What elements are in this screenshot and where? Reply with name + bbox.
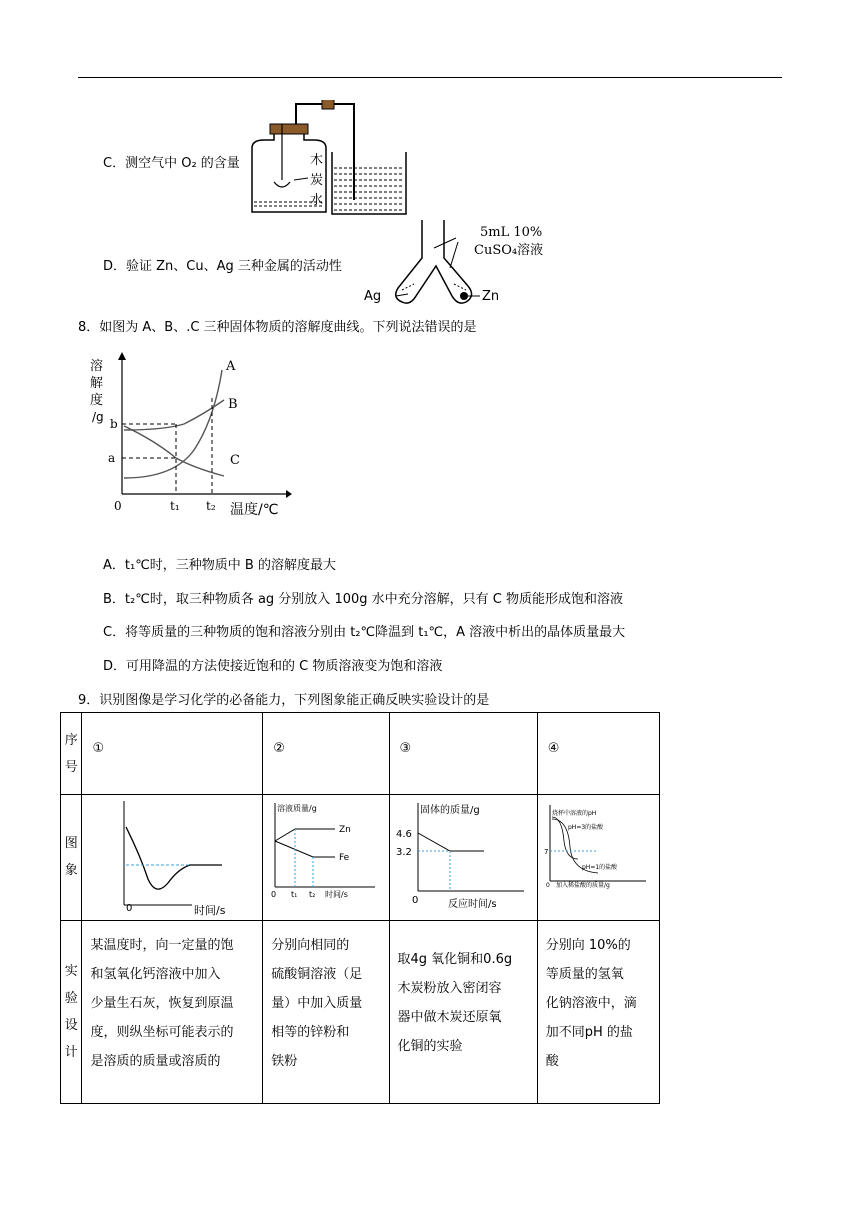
g3-x-label: 反应时间/s [447,899,497,910]
g1-x-label: 时间/s [194,904,226,916]
header-design: 实 验 设 计 [61,921,82,1104]
q8-option-b: B．t₂℃时，取三种物质各 ag 分别放入 100g 水中充分溶解，只有 C 物质能形成饱和溶液 [103,592,623,607]
label-wood: 木 [310,153,324,168]
col2-num: ② [263,713,389,795]
g2-t1: t₁ [291,890,298,899]
y-label-1: 溶 [90,359,104,374]
tick-t1: t₁ [170,499,180,513]
q8-option-a: A．t₁℃时，三种物质中 B 的溶解度最大 [103,558,336,573]
g2-t2: t₂ [309,890,316,899]
g4-x-label: 加入稀盐酸的质量/g [555,882,610,889]
y-label-3: 度 [90,393,104,408]
graph-3 [390,795,534,916]
graph-2 [263,795,385,916]
graph-4 [538,795,656,916]
graph-1 [82,795,258,916]
col4-design: 分别向 10%的 等质量的氢氧 化钠溶液中，滴 加不同pH 的盐 酸 [537,921,659,1104]
q8-option-c: C．将等质量的三种物质的饱和溶液分别由 t₂℃降温到 t₁℃，A 溶液中析出的晶体质量最大 [103,625,626,640]
g2-x-label: 时间/s [325,890,349,899]
label-charcoal: 炭 [310,173,324,188]
col4-graph [537,795,659,921]
label-water: 水 [310,193,324,208]
q7-option-d: D．验证 Zn、Cu、Ag 三种金属的活动性 [103,259,342,274]
y-label-2: 解 [90,376,104,391]
g4-series-ph1: pH=1的盐酸 [581,864,617,871]
g4-y-label: 烧杯中溶液的pH [551,810,597,817]
metal-activity-apparatus [362,218,552,308]
g3-tick-46: 4.6 [395,829,412,840]
label-zn: Zn [482,289,500,304]
g2-y-label: 溶液质量/g [277,804,318,813]
header-image: 图 象 [61,795,82,921]
col2-graph [263,795,389,921]
label-cuso4: CuSO₄溶液 [474,243,544,258]
g3-origin: 0 [411,895,418,906]
q7-option-c: C．测空气中 O₂ 的含量 [103,156,240,171]
g4-series-ph3: pH=3的盐酸 [567,824,603,831]
curve-a: A [226,359,236,374]
curve-b: B [228,397,238,412]
label-ag: Ag [364,289,382,304]
q9-table [60,712,660,1104]
g1-origin: 0 [126,903,133,914]
g4-tick-7: 7 [543,848,549,856]
header-seq: 序 号 [61,713,82,795]
g2-series-fe: Fe [339,853,350,863]
air-oxygen-apparatus [244,100,414,218]
col3-graph [389,795,537,921]
col1-design: 某温度时，向一定量的饱 和氢氧化钙溶液中加入 少量生石灰，恢复到原温 度，则纵坐标可能表示的 是溶质的质量或溶质的 [82,921,263,1104]
g3-tick-32: 3.2 [395,847,412,858]
x-label: 温度/℃ [230,502,279,518]
header-rule [78,77,782,78]
col3-design: 取4g 氧化铜和0.6g 木炭粉放入密闭容 器中做木炭还原氧 化铜的实验 [389,921,537,1104]
g3-y-label: 固体的质量/g [419,805,480,816]
tick-b: b [110,417,118,431]
g4-origin: 0 [545,882,550,889]
origin: 0 [114,499,122,513]
q9-question: 9．识别图像是学习化学的必备能力，下列图象能正确反映实验设计的是 [78,693,490,708]
g2-series-zn: Zn [339,825,352,835]
y-label-unit: /g [92,410,104,424]
tick-a: a [108,451,116,465]
col3-num: ③ [389,713,537,795]
q8-option-d: D．可用降温的方法使接近饱和的 C 物质溶液变为饱和溶液 [103,659,443,674]
curve-c: C [230,453,240,468]
col4-num: ④ [537,713,659,795]
tick-t2: t₂ [206,499,216,513]
g2-origin: 0 [271,890,277,899]
label-5ml: 5mL 10% [480,225,543,240]
solubility-curve-graph [84,330,294,520]
col2-design: 分别向相同的 硫酸铜溶液（足 量）中加入质量 相等的锌粉和 铁粉 [263,921,389,1104]
col1-graph [82,795,263,921]
col1-num: ① [82,713,263,795]
q8-question: 8．如图为 A、B、.C 三种固体物质的溶解度曲线。下列说法错误的是 [78,320,477,335]
